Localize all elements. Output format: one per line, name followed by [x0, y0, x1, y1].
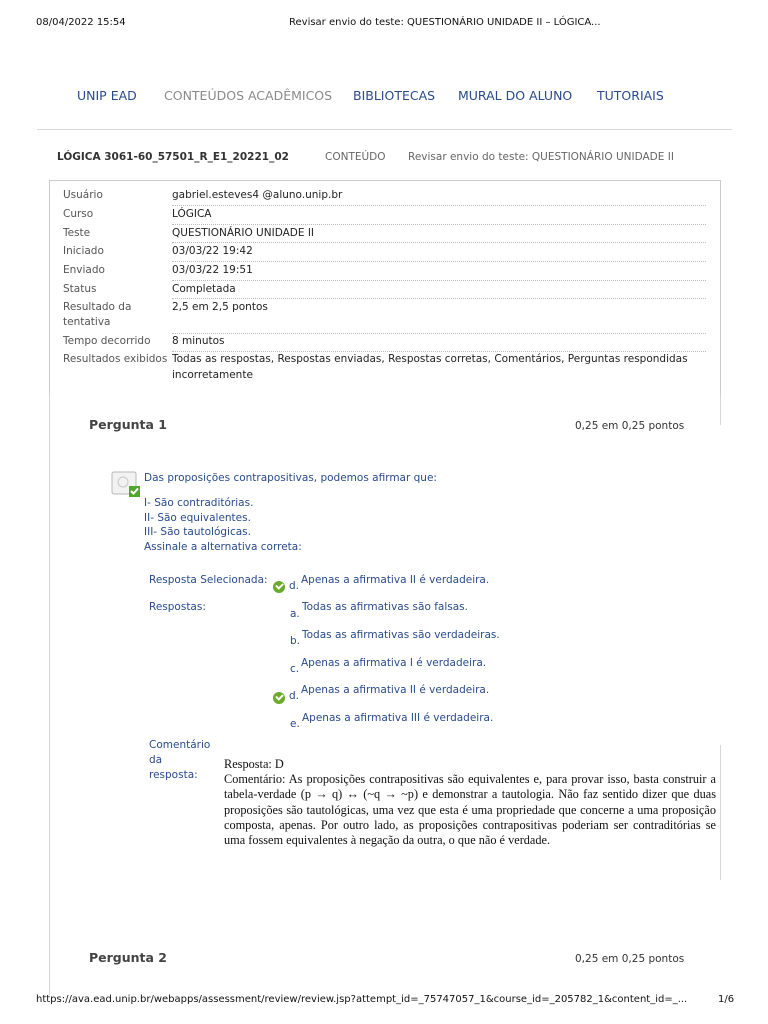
- answer-option-e: Apenas a afirmativa III é verdadeira.: [302, 712, 494, 724]
- summary-label-resultado-l1: Resultado da: [63, 301, 132, 313]
- summary-label-resultados-exibidos: Resultados exibidos: [63, 353, 168, 365]
- nav-item-tutoriais[interactable]: TUTORIAIS: [597, 88, 664, 103]
- selected-answer-letter: d.: [289, 580, 300, 592]
- summary-label-enviado: Enviado: [63, 264, 105, 276]
- answer-letter: b.: [290, 635, 301, 647]
- answer-option-d: Apenas a afirmativa II é verdadeira.: [301, 684, 490, 696]
- correct-check-icon: [273, 692, 285, 704]
- correct-document-icon: [111, 471, 141, 499]
- summary-value-curso: LÓGICA: [172, 208, 212, 220]
- print-title: Revisar envio do teste: QUESTIONÁRIO UNIDADE II – LÓGICA...: [289, 17, 601, 28]
- summary-value-resultado: 2,5 em 2,5 pontos: [172, 301, 268, 313]
- content-right-border-lower: [720, 745, 721, 880]
- summary-label-teste: Teste: [63, 227, 91, 239]
- summary-label-iniciado: Iniciado: [63, 245, 104, 257]
- summary-label-resultado-l2: tentativa: [63, 316, 111, 328]
- question-1-statement: I- São contraditórias.: [144, 497, 254, 509]
- nav-item-bibliotecas[interactable]: BIBLIOTECAS: [353, 88, 436, 103]
- answer-option-b: Todas as afirmativas são verdadeiras.: [302, 629, 500, 641]
- content-left-border: [49, 395, 50, 995]
- answer-letter: a.: [290, 608, 300, 620]
- answer-option-c: Apenas a afirmativa I é verdadeira.: [301, 657, 487, 669]
- correct-check-icon: [273, 581, 285, 593]
- answer-letter: d.: [289, 690, 300, 702]
- question-1-prompt: Das proposições contrapositivas, podemos afirmar que:: [144, 472, 437, 484]
- selected-answer-text: Apenas a afirmativa II é verdadeira.: [301, 574, 490, 586]
- summary-label-status: Status: [63, 283, 97, 295]
- question-1-statement: III- São tautológicas.: [144, 526, 251, 538]
- summary-value-status: Completada: [172, 283, 236, 295]
- breadcrumb-content[interactable]: CONTEÚDO: [325, 151, 386, 163]
- question-1-instruction: Assinale a alternativa correta:: [144, 541, 302, 553]
- summary-value-resultados-l2: incorretamente: [172, 369, 253, 381]
- nav-item-unip-ead[interactable]: UNIP EAD: [77, 88, 137, 103]
- question-2-title: Pergunta 2: [89, 950, 168, 965]
- breadcrumb-course[interactable]: LÓGICA 3061-60_57501_R_E1_20221_02: [57, 151, 289, 163]
- question-2-points: 0,25 em 0,25 pontos: [575, 953, 685, 965]
- row-divider: [172, 224, 706, 225]
- question-1-title: Pergunta 1: [89, 417, 168, 432]
- answer-letter: e.: [290, 718, 300, 730]
- comment-label-l2: da: [149, 754, 163, 766]
- print-datetime: 08/04/2022 15:54: [36, 17, 126, 28]
- row-divider: [172, 333, 706, 334]
- summary-label-curso: Curso: [63, 208, 94, 220]
- comment-label-l3: resposta:: [149, 769, 198, 781]
- content-right-border: [720, 395, 721, 425]
- row-divider: [172, 261, 706, 262]
- breadcrumb-current: Revisar envio do teste: QUESTIONÁRIO UNIDADE II: [408, 151, 674, 163]
- row-divider: [172, 242, 706, 243]
- summary-value-enviado: 03/03/22 19:51: [172, 264, 253, 276]
- row-divider: [172, 298, 706, 299]
- question-1-points: 0,25 em 0,25 pontos: [575, 420, 685, 432]
- answer-letter: c.: [290, 663, 300, 675]
- comment-answer: Resposta: D: [224, 757, 284, 771]
- comment-text: Comentário: As proposições contrapositivas são equivalentes e, para provar isso, basta construir a tabela-verdade (p → q) ↔ (~q → ~p) e demonstrar a tautologia. Não faz sentido dizer que duas proposições são tautológicas, uma vez que esta é uma propriedade que concerne a uma proposição composta, apenas. Por outro lado, as proposições contrapositivas poderiam ser contraditórias se uma fossem equivalentes à negação da outra, o que não é verdade.: [224, 772, 716, 848]
- row-divider: [172, 280, 706, 281]
- summary-value-teste: QUESTIONÁRIO UNIDADE II: [172, 227, 315, 239]
- summary-value-tempo: 8 minutos: [172, 335, 225, 347]
- summary-value-usuario: gabriel.esteves4 @aluno.unip.br: [172, 189, 343, 201]
- answers-label: Respostas:: [149, 601, 206, 613]
- answer-option-a: Todas as afirmativas são falsas.: [302, 601, 468, 613]
- question-1-statement: II- São equivalentes.: [144, 512, 251, 524]
- nav-divider: [37, 129, 732, 130]
- selected-answer-label: Resposta Selecionada:: [149, 574, 268, 586]
- row-divider: [172, 205, 706, 206]
- print-url: https://ava.ead.unip.br/webapps/assessment/review/review.jsp?attempt_id=_75747057_1&course_id=_205782_1&content_id=_...: [36, 994, 688, 1005]
- page-number: 1/6: [718, 994, 735, 1005]
- summary-value-resultados-l1: Todas as respostas, Respostas enviadas, Respostas corretas, Comentários, Perguntas respondidas: [172, 353, 688, 365]
- summary-label-tempo: Tempo decorrido: [63, 335, 151, 347]
- answer-comment: [224, 757, 716, 848]
- comment-label-l1: Comentário: [149, 739, 211, 751]
- summary-label-usuario: Usuário: [63, 189, 103, 201]
- summary-value-iniciado: 03/03/22 19:42: [172, 245, 253, 257]
- nav-item-mural[interactable]: MURAL DO ALUNO: [458, 88, 573, 103]
- nav-item-conteudos[interactable]: CONTEÚDOS ACADÊMICOS: [164, 88, 333, 103]
- row-divider: [172, 351, 706, 352]
